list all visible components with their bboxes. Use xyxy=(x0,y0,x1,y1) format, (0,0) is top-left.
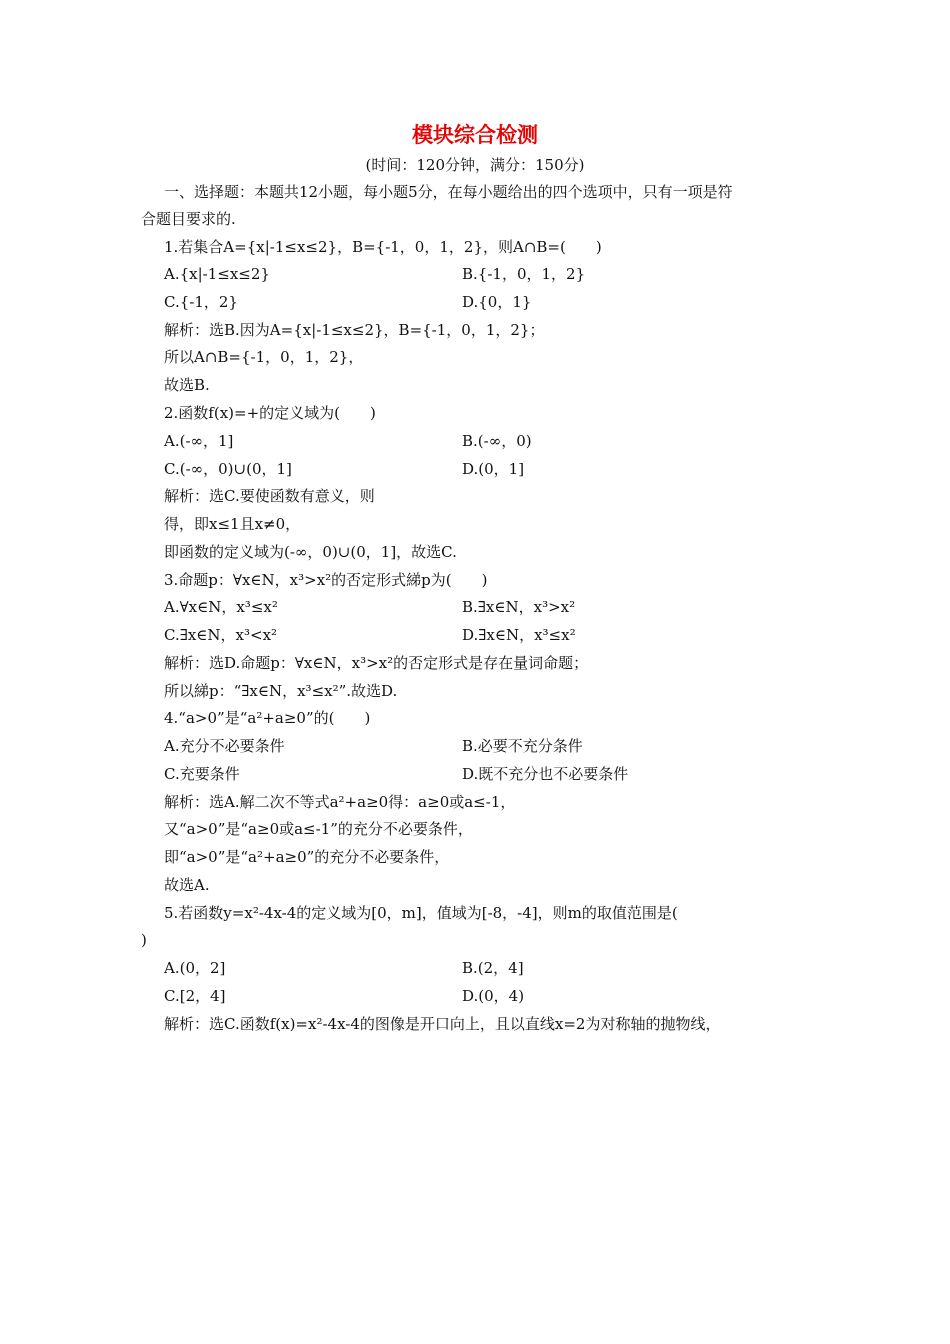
q4-option-c: C.充要条件 xyxy=(164,765,240,783)
q2-solution-2: 得，即x≤1且x≠0， xyxy=(164,515,301,533)
q4-solution-1: 解析：选A.解二次不等式a²+a≥0得：a≥0或a≤-1， xyxy=(164,793,516,811)
q5-solution-1: 解析：选C.函数f(x)=x²-4x-4的图像是开口向上，且以直线x=2为对称轴的抛物线， xyxy=(164,1015,721,1033)
q4-solution-2: 又“a>0”是“a≥0或a≤-1”的充分不必要条件， xyxy=(164,820,473,838)
q2-stem: 2.函数f(x)=+的定义域为( ) xyxy=(164,404,376,422)
page-title: 模块综合检测 xyxy=(412,122,538,147)
q1-option-c: C.{-1，2} xyxy=(164,293,238,311)
q5-option-c: C.[2，4] xyxy=(164,987,226,1005)
q5-stem: 5.若函数y=x²-4x-4的定义域为[0，m]，值域为[-8，-4]，则m的取值范围是( xyxy=(164,904,678,922)
q5-option-a: A.(0，2] xyxy=(164,959,226,977)
q4-solution-3: 即“a>0”是“a²+a≥0”的充分不必要条件， xyxy=(164,848,450,866)
q2-option-b: B.(-∞，0) xyxy=(462,432,532,450)
q4-option-d: D.既不充分也不必要条件 xyxy=(462,765,629,783)
section-intro: 一、选择题：本题共12小题，每小题5分，在每小题给出的四个选项中，只有一项是符 xyxy=(164,183,733,201)
q1-solution-3: 故选B. xyxy=(164,376,210,394)
q2-option-c: C.(-∞，0)∪(0，1] xyxy=(164,460,292,478)
q4-stem: 4.“a>0”是“a²+a≥0”的( ) xyxy=(164,709,371,727)
q1-solution-2: 所以A∩B={-1，0，1，2}， xyxy=(164,348,364,366)
q5-option-b: B.(2，4] xyxy=(462,959,524,977)
q5-stem-cont: ) xyxy=(141,931,147,949)
q2-option-d: D.(0，1] xyxy=(462,460,525,478)
q3-option-a: A.∀x∈N，x³≤x² xyxy=(164,598,278,616)
q1-option-d: D.{0，1} xyxy=(462,293,532,311)
exam-info: (时间：120分钟，满分：150分) xyxy=(365,156,585,174)
q4-option-b: B.必要不充分条件 xyxy=(462,737,583,755)
q1-solution-1: 解析：选B.因为A={x|-1≤x≤2}，B={-1，0，1，2}； xyxy=(164,321,545,339)
q1-stem: 1.若集合A={x|-1≤x≤2}，B={-1，0，1，2}，则A∩B=( ) xyxy=(164,238,602,256)
q3-solution-1: 解析：选D.命题p：∀x∈N，x³>x²的否定形式是存在量词命题； xyxy=(164,654,589,672)
q2-solution-3: 即函数的定义域为(-∞，0)∪(0，1]，故选C. xyxy=(164,543,457,561)
q1-option-b: B.{-1，0，1，2} xyxy=(462,265,586,283)
q3-option-d: D.∃x∈N，x³≤x² xyxy=(462,626,576,644)
q2-solution-1: 解析：选C.要使函数有意义，则 xyxy=(164,487,375,505)
section-intro-cont: 合题目要求的. xyxy=(141,210,236,228)
q3-option-b: B.∃x∈N，x³>x² xyxy=(462,598,576,616)
q5-option-d: D.(0，4) xyxy=(462,987,525,1005)
q2-option-a: A.(-∞，1] xyxy=(164,432,234,450)
q3-solution-2: 所以綈p：“∃x∈N，x³≤x²”.故选D. xyxy=(164,682,398,700)
q1-option-a: A.{x|-1≤x≤2} xyxy=(164,265,270,283)
q4-solution-4: 故选A. xyxy=(164,876,210,894)
q3-option-c: C.∃x∈N，x³<x² xyxy=(164,626,278,644)
q4-option-a: A.充分不必要条件 xyxy=(164,737,285,755)
q3-stem: 3.命题p：∀x∈N，x³>x²的否定形式綈p为( ) xyxy=(164,571,488,589)
